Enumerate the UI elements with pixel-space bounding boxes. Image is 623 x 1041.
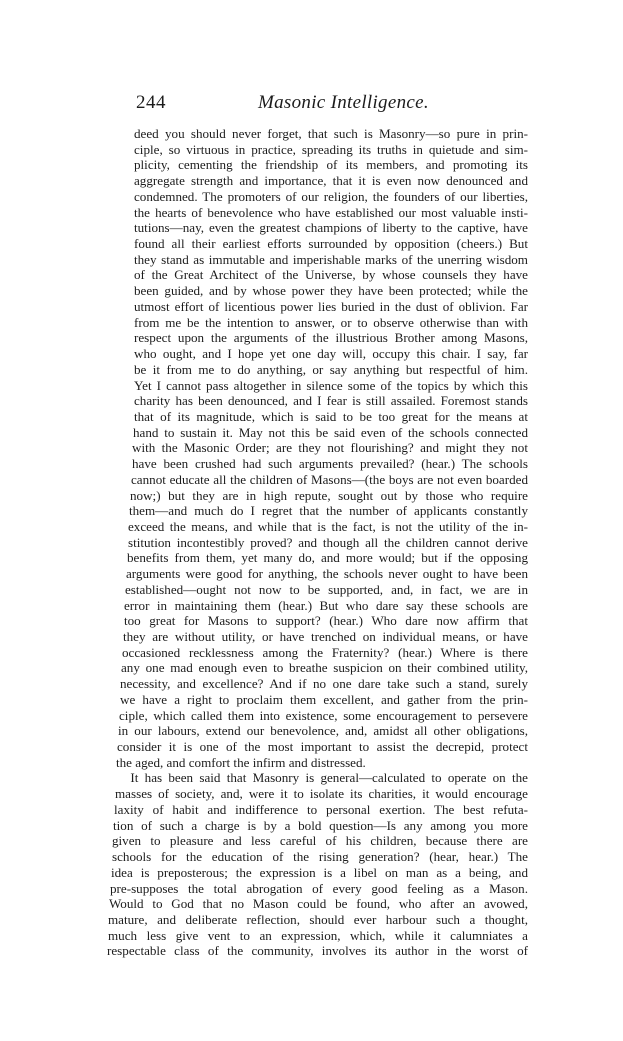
text-line: they are without utility, or have trenched on individual means, or have: [123, 629, 528, 644]
text-line: tion of such a charge is by a bold question—Is any among you more: [113, 817, 528, 833]
text-line: necessity, and excellence? And if no one dare take such a stand, surely: [120, 676, 528, 692]
text-line: given to pleasure and less careful of his children, because there are: [112, 833, 528, 849]
text-line: the aged, and comfort the infirm and distressed.: [116, 754, 366, 770]
text-line: of the Great Architect of the Universe, by whose counsels they have: [134, 267, 528, 283]
text-line: them—and much do I regret that the number of applicants constantly: [129, 503, 528, 519]
text-line: tutions—nay, even the greatest champions of liberty to the captive, have: [134, 220, 528, 236]
text-line: plicity, cementing the friendship of its members, and promoting its: [134, 157, 528, 173]
text-line: now;) but they are in high repute, sought out by those who require: [130, 487, 528, 503]
text-line: too great for Masons to support? (hear.) Who dare now affirm that: [124, 613, 528, 629]
page-number: 244: [136, 92, 166, 113]
body-text: [100, 126, 528, 959]
text-line: deed you should never forget, that such is Masonry—so pure in prin-: [134, 126, 528, 141]
text-line: idea is preposterous; the expression is a libel on man as a being, and: [111, 864, 528, 880]
text-line: hand to sustain it. May not this be said even of the schools connected: [133, 424, 528, 440]
text-line: stitution incontestibly proved? and though all the children cannot derive: [128, 534, 528, 550]
text-line: any one mad enough even to breathe suspicion on their combined utility,: [121, 660, 528, 676]
text-line: schools for the education of the rising generation? (hear, hear.) The: [112, 849, 528, 865]
paragraph: [116, 126, 528, 770]
text-line: ciple, which called them into existence, some encouragement to persevere: [119, 707, 528, 723]
text-line: pre-supposes the total abrogation of every good feeling as a Mason.: [110, 880, 528, 896]
text-line: who ought, and I hope yet one day will, occupy this chair. I say, far: [134, 346, 528, 362]
text-line: established—ought not now to be supported, and, in fact, we are in: [125, 581, 528, 597]
text-line: the hearts of benevolence who have established our most valuable insti-: [134, 204, 528, 220]
text-line: charity has been denounced, and I fear is still assailed. Foremost stands: [134, 393, 528, 409]
text-line: we have a right to proclaim them excellent, and gather from the prin-: [120, 691, 528, 707]
running-title: Masonic Intelligence.: [258, 92, 429, 113]
text-line: benefits from them, yet many do, and more would; but if the opposing: [127, 550, 528, 566]
text-line: Yet I cannot pass altogether in silence some of the topics by which this: [134, 377, 528, 393]
text-line: condemned. The promoters of our religion, the founders of our liberties,: [134, 188, 528, 204]
text-line: have been crushed had such arguments prevailed? (hear.) The schools: [132, 456, 528, 472]
text-line: It has been said that Masonry is general—calculated to operate on the: [130, 770, 528, 786]
book-page: [100, 92, 528, 959]
text-line: much less give vent to an expression, which, while it calumniates a: [108, 927, 528, 943]
text-line: cannot educate all the children of Masons—(the boys are not even boarded: [131, 471, 528, 487]
text-line: exceed the means, and while that is the fact, is not the utility of the in-: [128, 518, 528, 534]
text-line: respectable class of the community, involves its author in the worst of: [107, 943, 528, 959]
text-line: arguments were good for anything, the schools never ought to have been: [126, 566, 528, 582]
text-line: occasioned recklessness among the Fraternity? (hear.) Where is there: [122, 644, 528, 660]
text-line: mature, and deliberate reflection, should ever harbour such a thought,: [108, 911, 528, 927]
text-line: that of its magnitude, which is said to be too great for the means at: [134, 408, 528, 424]
paragraph: [107, 770, 528, 959]
text-line: ciple, so virtuous in practice, spreading its truths in quietude and sim-: [134, 141, 528, 157]
text-line: be it from me to do anything, or say anything but respectful of him.: [134, 361, 528, 377]
text-line: error in maintaining them (hear.) But who dare say these schools are: [124, 597, 528, 613]
text-line: masses of society, and, were it to isolate its charities, it would encourage: [115, 786, 528, 802]
text-line: respect upon the arguments of the illustrious Brother among Masons,: [134, 330, 528, 346]
text-line: found all their earliest efforts surrounded by opposition (cheers.) But: [134, 236, 528, 252]
text-line: Would to God that no Mason could be found, who after an avowed,: [109, 896, 528, 912]
text-line: aggregate strength and importance, that it is even now denounced and: [134, 173, 528, 189]
text-line: consider it is one of the most important to assist the decrepid, protect: [117, 739, 528, 755]
text-line: utmost effort of licentious power lies buried in the dust of oblivion. Far: [134, 298, 528, 314]
text-line: been guided, and by whose power they have been protected; while the: [134, 283, 528, 299]
text-line: with the Masonic Order; are they not flourishing? and might they not: [132, 440, 528, 456]
text-line: from me be the intention to answer, or to observe otherwise than with: [134, 314, 528, 330]
text-line: laxity of habit and indifference to personal exertion. The best refuta-: [114, 801, 528, 817]
text-line: in our labours, extend our benevolence, and, amidst all other obligations,: [118, 723, 528, 739]
text-line: they stand as immutable and imperishable marks of the unerring wisdom: [134, 251, 528, 267]
page-header: [100, 92, 528, 126]
